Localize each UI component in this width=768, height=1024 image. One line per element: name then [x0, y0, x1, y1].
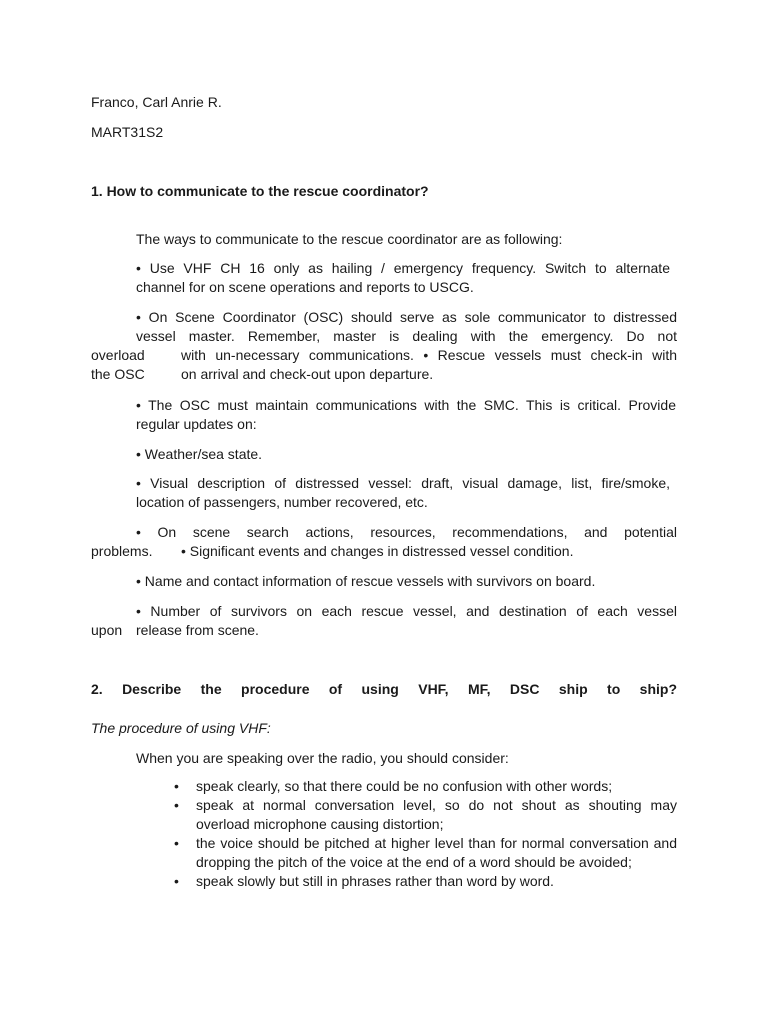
q1-p6-line2-start: problems. [91, 543, 153, 559]
q1-p5-line1: • Visual description of distressed vessel: draft, visual damage, list, fire/smoke, [136, 475, 670, 491]
list-item: • speak slowly but still in phrases rather than word by word. [174, 872, 677, 891]
q1-paragraph-smc [136, 396, 676, 434]
author-name: Franco, Carl Anrie R. [91, 94, 222, 110]
q1-paragraph-visual [136, 474, 670, 512]
q1-paragraph-survivors [91, 602, 677, 640]
q1-intro: The ways to communicate to the rescue coordinator are as following: [136, 231, 563, 247]
q2-bullet-list [174, 777, 677, 891]
q1-p6-line2-rest: • Significant events and changes in distressed vessel condition. [181, 543, 574, 559]
q2-subtitle: The procedure of using VHF: [91, 720, 271, 736]
q1-paragraph-vhf [136, 259, 670, 297]
q1-p3-line1: • The OSC must maintain communications with the SMC. This is critical. Provide [136, 397, 676, 413]
q1-p2-line1: • On Scene Coordinator (OSC) should serve as sole communicator to distressed [136, 309, 677, 325]
q1-p1-line2: channel for on scene operations and reports to USCG. [136, 279, 474, 295]
list-item: • speak clearly, so that there could be no confusion with other words; [174, 777, 677, 796]
course-code: MART31S2 [91, 124, 164, 140]
q2-intro: When you are speaking over the radio, you should consider: [136, 750, 509, 766]
q1-paragraph-search [91, 523, 677, 561]
q1-p2-line4-rest: on arrival and check-out upon departure. [181, 366, 434, 382]
q1-p8-line2-rest: release from scene. [136, 622, 259, 638]
q1-p5-line2: location of passengers, number recovered, etc. [136, 494, 428, 510]
q1-p3-line2: regular updates on: [136, 416, 257, 432]
q1-p2-line4-start: the OSC [91, 366, 145, 382]
q1-p1-line1: • Use VHF CH 16 only as hailing / emergency frequency. Switch to alternate [136, 260, 670, 276]
q1-weather: • Weather/sea state. [136, 446, 263, 462]
q1-p2-line2: vessel master. Remember, master is dealing with the emergency. Do not [136, 328, 677, 344]
list-item: • speak at normal conversation level, so do not shout as shouting may overload microphone causing distortion; [174, 796, 677, 834]
q1-p6-line1: • On scene search actions, resources, recommendations, and potential [136, 524, 677, 540]
q1-p8-line2-start: upon [91, 622, 123, 638]
question-1-heading: 1. How to communicate to the rescue coordinator? [91, 183, 429, 199]
list-item: • the voice should be pitched at higher level than for normal conversation and dropping the pitch of the voice at the end of a word should be avoided; [174, 834, 677, 872]
q1-p2-line3-start: overload [91, 347, 145, 363]
q1-rescue-contacts: • Name and contact information of rescue vessels with survivors on board. [136, 573, 596, 589]
q1-p2-line3-rest: with un-necessary communications. • Rescue vessels must check-in with [181, 347, 677, 363]
q1-paragraph-osc [91, 308, 677, 384]
question-2-heading: 2. Describe the procedure of using VHF, MF, DSC ship to ship? [91, 681, 677, 697]
q1-p8-line1: • Number of survivors on each rescue vessel, and destination of each vessel [136, 603, 677, 619]
